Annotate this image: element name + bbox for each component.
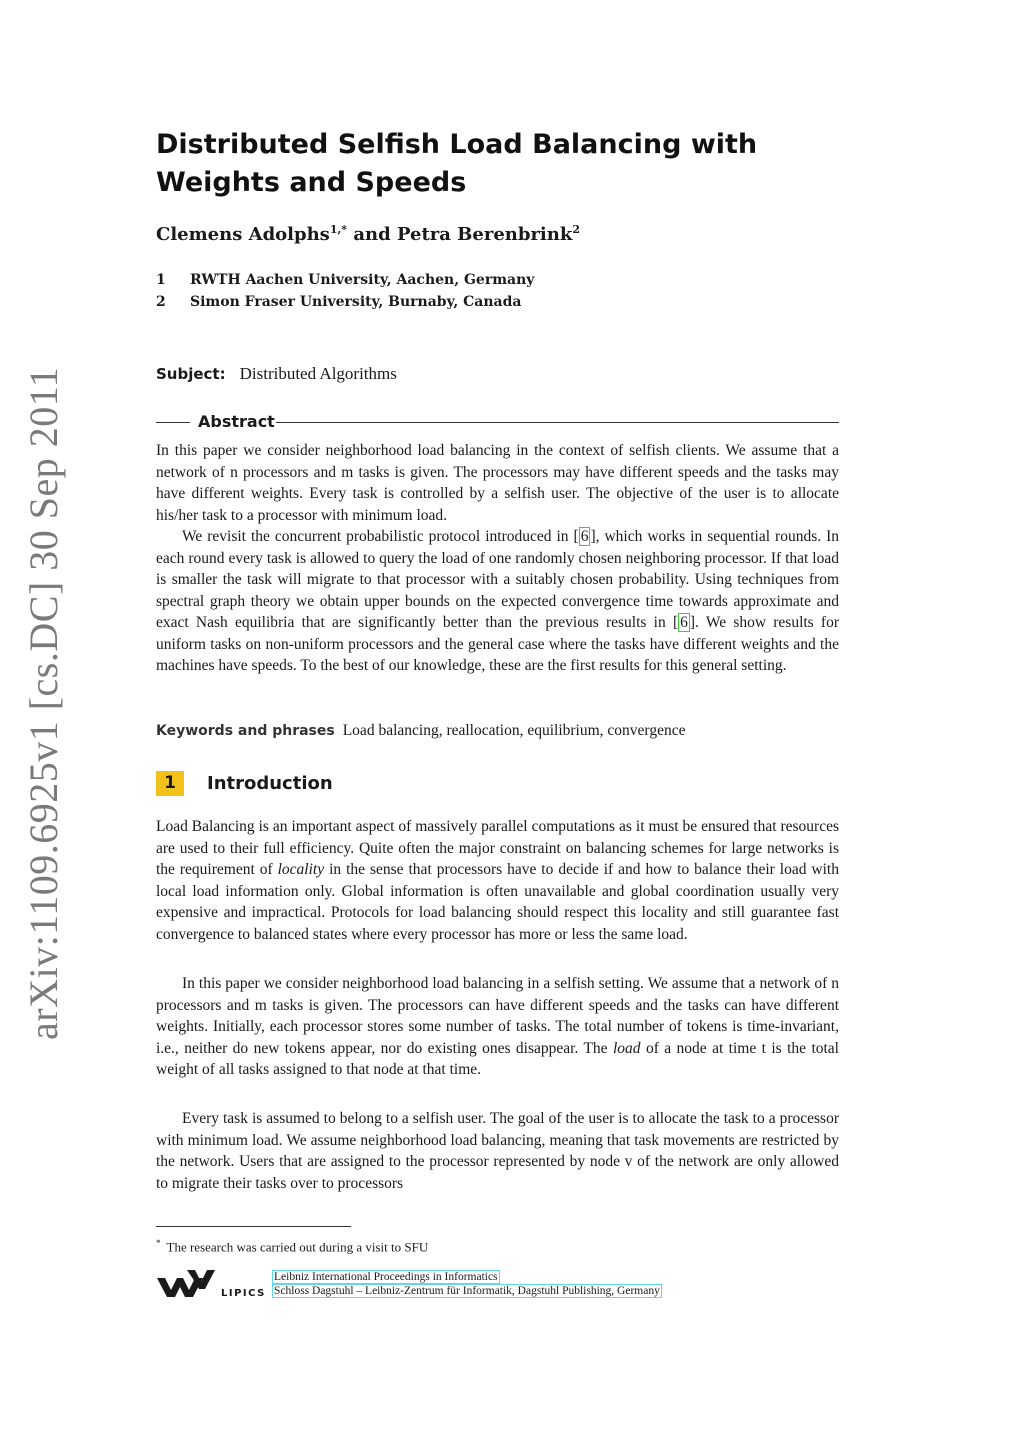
abstract-paragraph: We revisit the concurrent probabilistic protocol introduced in [ 6 ], which works in sequential rounds. In each round every task is allowed to query the load of one randomly chosen neighboring processor. If that load is smaller the task will migrate to that processor with a suitably chosen probability. Using techniques from spectral graph theory we obtain upper bounds on the expected convergence time towards approximate and exact Nash equilibria that are significantly better than the previous results in [ 6 ]. We show results for uniform tasks on non-uniform processors and the general case where the tasks have different weights and the machines have speeds. To the best of our knowledge, these are the first results for this general setting. xyxy=(156,528,840,674)
heading-rule xyxy=(276,422,839,423)
arxiv-identifier: arXiv:1109.6925v1 [cs.DC] 30 Sep 2011 xyxy=(21,366,66,1040)
text-run: in the sense that processors have to decide if and how to balance their load with local load information only. Global information is often unavailable and global coordination usually very expensive and impractical. Protocols for load balancing should respect this locality and still guarantee fast convergence to balanced states where every processor has more or less the same load. xyxy=(156,861,839,943)
subject-line xyxy=(156,364,397,384)
paper-title: Distributed Selfish Load Balancing with Weights and Speeds xyxy=(156,129,758,198)
abstract-title: Abstract xyxy=(198,412,275,431)
text-run: In this paper we consider neighborhood load balancing in a selfish setting. We assume that a network of n processors and m tasks is given. The processors can have different speeds and the tasks can have different weights. Initially, each processor stores some number of tasks. The total number of tokens is time-invariant, i.e., neither do new tokens appear, nor do existing ones disappear. The xyxy=(156,975,839,1057)
lipics-series-link[interactable]: Leibniz International Proceedings in Informatics xyxy=(274,1271,498,1283)
text-run: . We show results for uniform tasks on non-uniform processors and the general case where the tasks have different weights and the machines have speeds. To the best of our knowledge, these are the first results for this general setting. xyxy=(156,614,840,674)
abstract-heading xyxy=(156,410,839,434)
intro-paragraph xyxy=(156,973,839,1081)
author-name: Petra Berenbrink xyxy=(396,224,573,245)
footnote-mark: * xyxy=(156,1238,161,1248)
affiliation xyxy=(156,272,534,288)
author-name: Clemens Adolphs xyxy=(156,224,330,245)
footnote-text: The research was carried out during a visit to SFU xyxy=(166,1239,429,1255)
text-run: , which works in sequential rounds. In each round every task is allowed to query the load of one randomly chosen neighboring processor. If that load is smaller the task will migrate to that processor with a suitably chosen probability. Using techniques from spectral graph theory we obtain upper bounds on the expected convergence time towards approximate and exact Nash equilibria that are significantly better than the previous results in xyxy=(156,528,839,631)
emphasis-text: locality xyxy=(277,861,325,878)
emphasis-text: load xyxy=(612,1039,641,1057)
footnote-rule xyxy=(156,1226,351,1227)
citation-link[interactable]: 6 xyxy=(680,614,688,631)
subject-value: Distributed Algorithms xyxy=(239,364,397,383)
affiliation-number: 1 xyxy=(156,272,166,288)
heading-rule xyxy=(156,422,190,423)
keywords-label: Keywords and phrases xyxy=(156,723,335,739)
subject-label: Subject: xyxy=(156,365,226,383)
lipics-logo xyxy=(157,1270,267,1298)
citation-link[interactable]: 6 xyxy=(580,528,589,545)
intro-paragraph xyxy=(156,816,839,945)
section-number-badge: 1 xyxy=(156,771,184,796)
author-affiliation-mark: 1,* xyxy=(329,223,348,236)
lipics-publisher-link[interactable]: Schloss Dagstuhl – Leibniz-Zentrum für Informatik, Dagstuhl Publishing, Germany xyxy=(274,1285,660,1297)
lipics-logo-text: LIPICS xyxy=(221,1288,266,1298)
text-run: We revisit the concurrent probabilistic protocol introduced in xyxy=(182,528,574,545)
footnote xyxy=(156,1238,428,1255)
author-conjunction: and xyxy=(347,224,397,245)
author-affiliation-mark: 2 xyxy=(572,223,580,236)
affiliation-text: RWTH Aachen University, Aachen, Germany xyxy=(190,272,535,288)
affiliation-number: 2 xyxy=(156,294,166,310)
section-title: Introduction xyxy=(207,773,333,794)
text-run: of a node at time t is the total weight of all tasks assigned to that node at that time. xyxy=(156,1039,839,1078)
keywords-value: Load balancing, reallocation, equilibrium, convergence xyxy=(342,722,686,739)
affiliation-text: Simon Fraser University, Burnaby, Canada xyxy=(190,294,522,310)
abstract-paragraph: In this paper we consider neighborhood load balancing in the context of selfish clients. We assume that a network of n processors and m tasks is given. The processors may have different speeds and the tasks may have different weights. Every task is controlled by a selfish user. The objective of the user is to allocate his/her task to a processor with minimum load. xyxy=(156,442,839,524)
affiliation xyxy=(156,294,521,310)
intro-paragraph: Every task is assumed to belong to a selfish user. The goal of the user is to allocate the task to a processor with minimum load. We assume neighborhood load balancing, meaning that task movements are restricted by the network. Users that are assigned to the processor represented by node v of the network are only allowed to migrate their tasks over to processors xyxy=(156,1110,839,1192)
text-run: Load Balancing is an important aspect of massively parallel computations as it must be ensured that resources are used to their full efficiency. Quite often the major constraint on balancing schemes for large networks is the requirement of xyxy=(156,818,839,878)
keywords-line xyxy=(156,722,685,740)
author-line xyxy=(156,223,580,245)
